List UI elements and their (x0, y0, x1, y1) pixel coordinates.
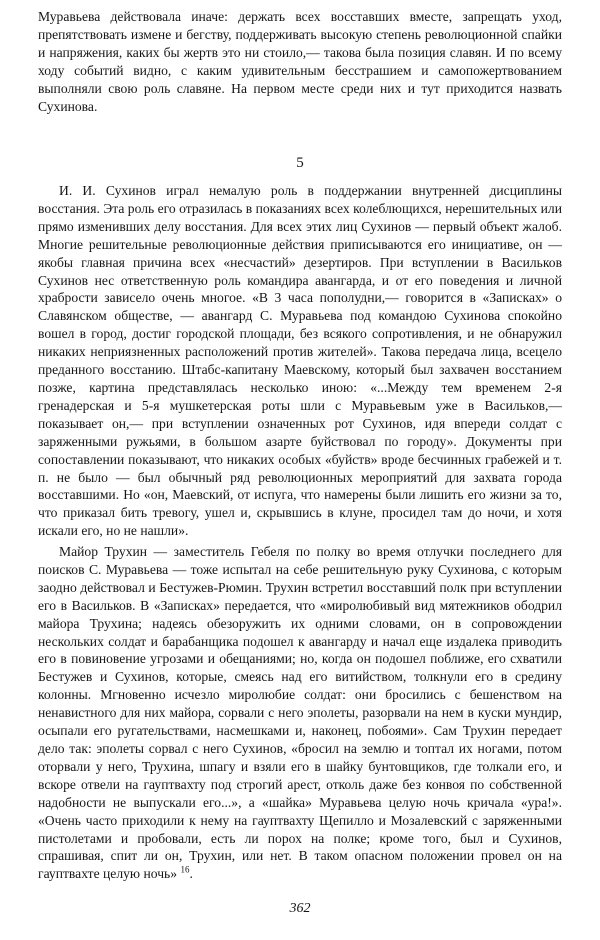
footnote-reference: 16 (180, 864, 190, 875)
paragraph-sukhinov: И. И. Сухинов играл немалую роль в поддержании внутренней дисциплины восстания. Эта роль его отразилась в показаниях всех колеблющихся, нерешительных или прямо изменивших делу восстания. Для всех этих лиц Сухинов — первый объект жалоб. Многие решительные революционные действия приписываются его инициативе, он — якобы главная причина всех «несчастий» дезертиров. При вступлении в Васильков Сухинов нес ответственную роль командира авангарда, и от его поведения и личной храбрости зависело очень многое. «В 3 часа пополудни,— говорится в «Записках» о Славянском обществе, — авангард С. Муравьева под командою Сухинова спокойно вошел в город, достиг городской площади, без всякого сопротивления, и не обнаружил никаких неприязненных расположений против жителей». Такова передача лица, всецело преданного восстанию. Штабс-капитану Маевскому, который был захвачен восстанием позже, картина представлялась несколько иною: «...Между тем временем 2-я гренадерская и 5-я мушкетерская роты шли с Муравьевым уже в Васильков,— показывает он,— при вступлении означенных рот Сухинов, идя впереди солдат с заряженными ружьями, в большом азарте буйствовал по городу». Документы при сопоставлении показывают, что никаких особых «буйств» вроде бесчинных грабежей и т. п. не было — был обычный ряд революционных мероприятий для захвата города восставшими. Но «он, Маевский, от испуга, что намерены были лишить его жизни за то, что приказал бить тревогу, ушел и, скрывшись в клуне, просидел там до ночи, и хотя искали его, но не нашли». (38, 183, 562, 539)
section-number: 5 (296, 155, 304, 171)
page-number: 362 (289, 901, 311, 916)
paragraph-trukhin-text: Майор Трухин — заместитель Гебеля по полку во время отлучки последнего для поисков С. Муравьева — тоже испытал на себе решительную руку Сухинова, с которым заодно действовал и Бестужев-Рюмин. Трухин встретил восставший полк при вступлении его в Васильков. В «Записках» передается, что «миролюбивый вид мятежников ободрил майора Трухина; надеясь обезоружить их одними словами, он в сопровождении нескольких солдат и барабанщика подошел к авангарду и начал еще издалека приводить его в повиновение угрозами и обещаниями; но, когда он подошел поближе, его схватили Бестужев и Сухинов, которые, смеясь над его витийством, толкнули его в средину колонны. Мгновенно исчезло миролюбие солдат: они бросились с бешенством на ненавистного для них майора, сорвали с него эполеты, разорвали на нем в куски мундир, осыпали его ругательствами, насмешками и, наконец, побоями». Сам Трухин передает дело так: эполеты сорвал с него Сухинов, «бросил на землю и топтал их ногами, потом оторвали у него, Трухина, шпагу и взяли его в шайку бунтовщиков, где толкали его, и вскоре отвели на гауптвахту под строгий арест, отколь даже без конвоя по собственной надобности не выпускали его...», а «шайка» Муравьева целую ночь кричала «ура!». «Очень часто приходили к нему на гауптвахту Щепилло и Мозалевский с заряженными пистолетами и пробовали, есть ли порох на полке; кроме того, был и Сухинов, спрашивая, спит ли он, Трухин, или нет. В таком опасном положении провел он на гауптвахте целую ночь» (38, 544, 562, 882)
paragraph-trukhin: Майор Трухин — заместитель Гебеля по полку во время отлучки последнего для поисков С. Муравьева — тоже испытал на себе решительную руку Сухинова, с которым заодно действовал и Бестужев-Рюмин. Трухин встретил восставший полк при вступлении его в Васильков. В «Записках» передается, что «миролюбивый вид мятежников ободрил майора Трухина; надеясь обезоружить их одними словами, он в сопровождении нескольких солдат и барабанщика подошел к авангарду и начал еще издалека приводить его в повиновение угрозами и обещаниями; но, когда он подошел поближе, его схватили Бестужев и Сухинов, которые, смеясь над его витийством, толкнули его в средину колонны. Мгновенно исчезло миролюбие солдат: они бросились с бешенством на ненавистного для них майора, сорвали с него эполеты, разорвали на нем в куски мундир, осыпали его ругательствами, насмешками и, наконец, побоями». Сам Трухин передает дело так: эполеты сорвал с него Сухинов, «бросил на землю и топтал их ногами, потом оторвали у него, Трухина, шпагу и взяли его в шайку бунтовщиков, где толкали его, и вскоре отвели на гауптвахту под строгий арест, отколь даже без конвоя по собственной надобности не выпускали его...», а «шайка» Муравьева целую ночь кричала «ура!». «Очень часто приходили к нему на гауптвахту Щепилло и Мозалевский с заряженными пистолетами и пробовали, есть ли порох на полке; кроме того, был и Сухинов, спрашивая, спит ли он, Трухин, или нет. В таком опасном положении провел он на гауптвахте целую ночь» $^{16}$. (38, 544, 562, 882)
paragraph-continued: Муравьева действовала иначе: держать всех восставших вместе, запрещать уход, препятствовать измене и бегству, поддерживать высокую степень революционной спайки и напряжения, каких бы жертв это ни стоило,— такова была позиция славян. И по всему ходу событий видно, с каким удивительным бесстрашием и самопожертвованием выполняли свою роль славяне. На первом месте среди них и тут приходится назвать Сухинова. (38, 9, 562, 114)
